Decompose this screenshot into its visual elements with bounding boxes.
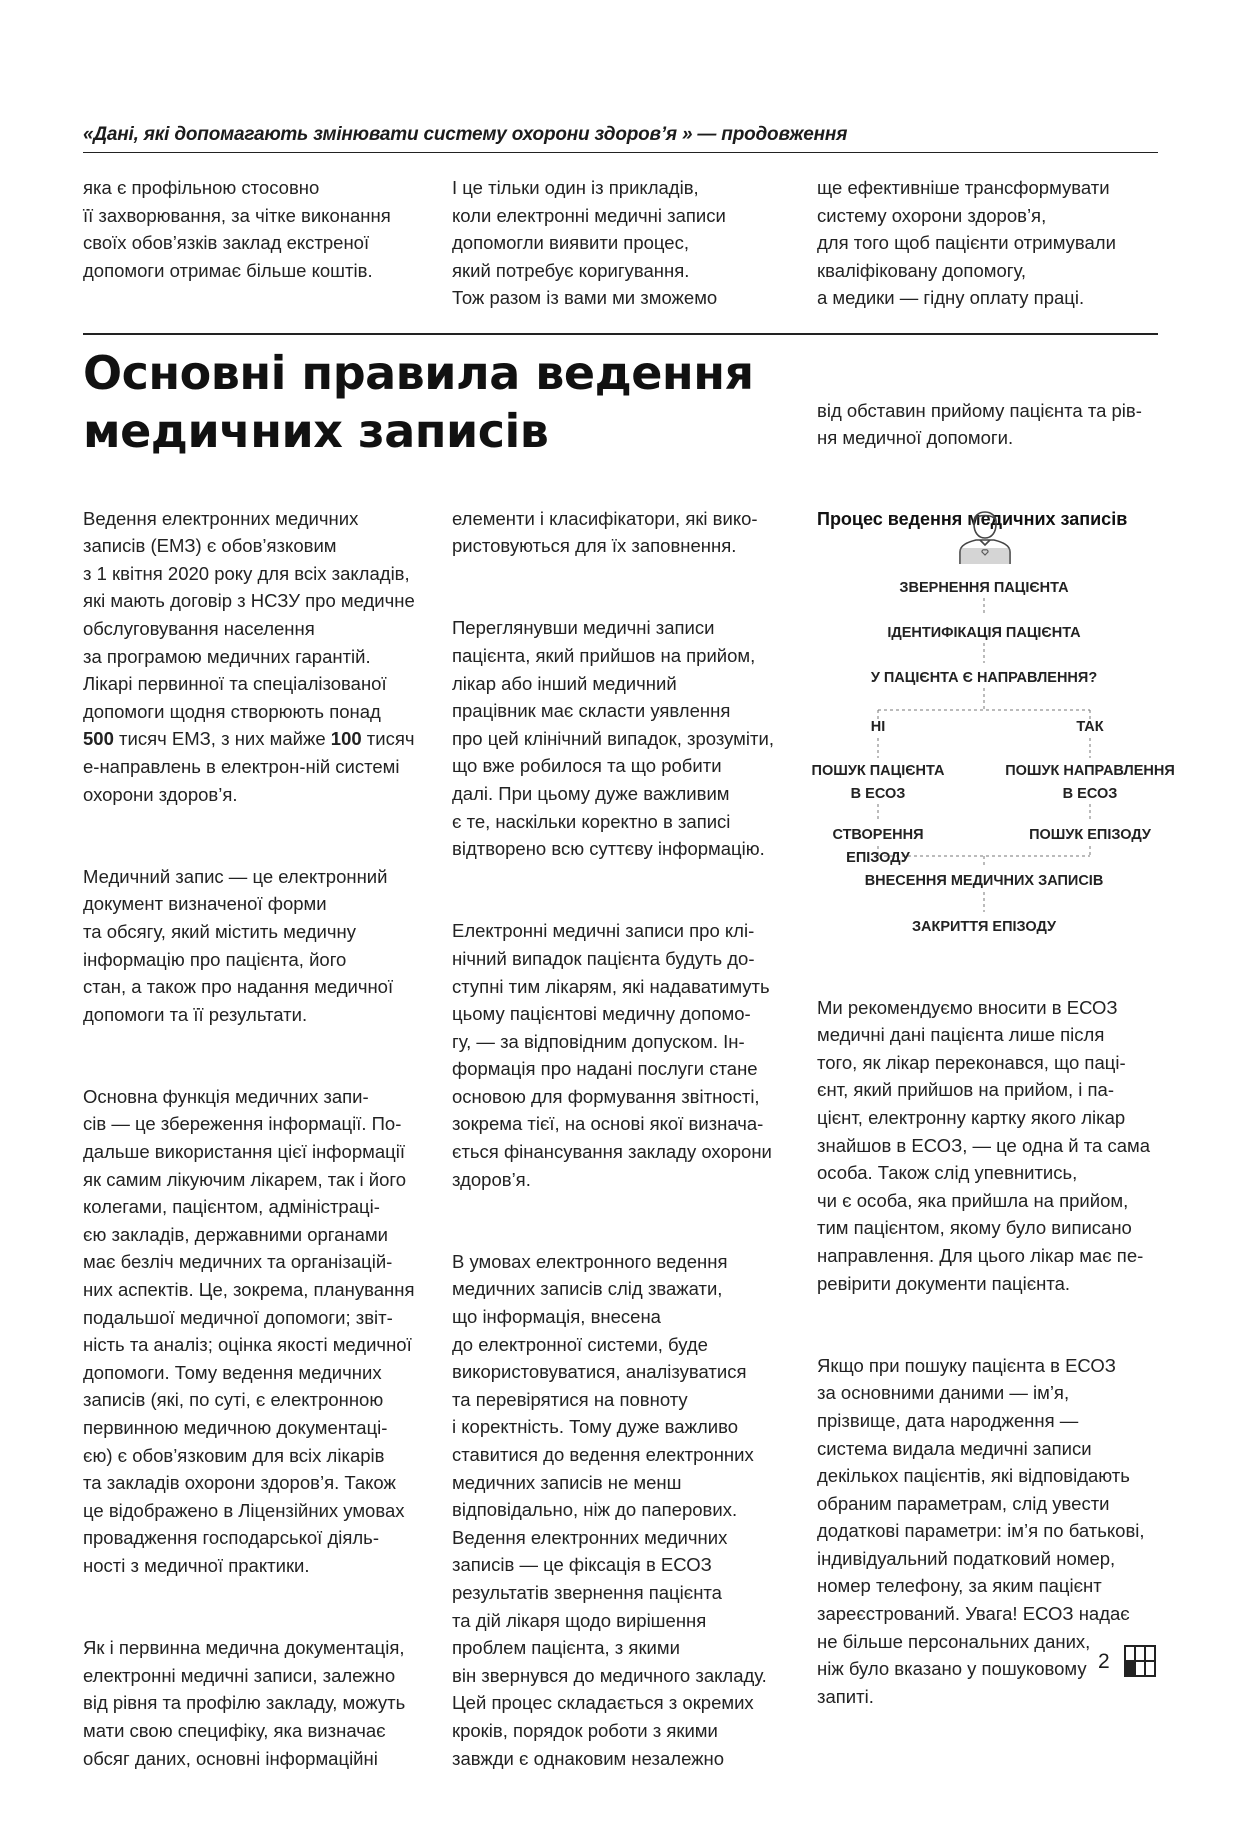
flow-question-referral: У ПАЦІЄНТА Є НАПРАВЛЕННЯ? — [870, 670, 1098, 686]
paragraph: Як і первинна медична документація, електронні медичні записи, залежно від рівня та профілю закладу, можуть мати свою специфіку, яка визначає обсяг даних, основні інформаційні — [83, 1637, 406, 1769]
text-run: Ведення електронних медичних записів (ЕМЗ) є обов’язковим з 1 квітня 2020 року для всіх закладів, які мають договір з НСЗУ про медичне обслуговування населення за програмою медичних гарантій. Лікарі первинної та спеціалізованої допомоги щодня створюють понад — [83, 507, 415, 722]
page-number: 2 — [1098, 1650, 1110, 1673]
paragraph — [83, 505, 428, 809]
highlight-number: 500 — [83, 728, 114, 750]
paragraph: Медичний запис — це електронний документ визначеної форми та обсягу, який містить медичну інформацію про пацієнта, його стан, а також про надання медичної допомоги та її результати. — [83, 865, 394, 1025]
flowchart-heading: Процес ведення медичних записів — [817, 509, 1128, 530]
article-title: Основні правила ведення медичних записів — [83, 346, 754, 458]
paragraph: Переглянувши медичні записи пацієнта, який прийшов на прийом, лікар або інший медичний працівник має скласти уявлення про цей клінічний випадок, зрозуміти, що вже робилося та що робити далі. При цьому дуже важливим є те, наскільки коректно в записі відтворено всю суттєву інформацію. — [452, 617, 774, 860]
flowchart — [811, 498, 1175, 948]
patient-icon — [950, 498, 1020, 568]
paragraph: Основна функція медичних запи- сів — це збереження інформації. По- дальше використання цієї інформації як самим лікуючим лікарем, так і його колегами, пацієнтом, адміністраці- єю закладів, державними органами має безліч медичних та організацій- них аспектів. Це, зокрема, планування подальшої медичної допомоги; звіт- ність та аналіз; оцінка якості медичної допомоги. Тому ведення медичних записів (які, по суті, є електронною первинною медичною документаці- єю) є обов’язковим для всіх лікарів та закладів охорони здоров’я. Також це відображено в Ліцензійних умовах провадження господарської діяль- ності з медичної практики. — [83, 1085, 415, 1576]
article-col-3-cont — [817, 966, 1162, 1765]
intro-col-2: І це тільки один із прикладів, коли електронні медичні записи допомогли виявити процес, який потребує коригування. Тож разом із вами ми зможемо — [452, 177, 726, 309]
flow-step-create-episode: СТВОРЕННЯ ЕПІЗОДУ — [832, 827, 924, 866]
flow-branch-no: НІ — [870, 719, 886, 735]
text-run: тисяч ЕМЗ, з них майже — [113, 728, 331, 750]
flow-step-close-episode: ЗАКРИТТЯ ЕПІЗОДУ — [911, 919, 1057, 935]
article-col-1 — [83, 477, 428, 1827]
highlight-number: 100 — [330, 728, 362, 750]
flow-step-enter-records: ВНЕСЕННЯ МЕДИЧНИХ ЗАПИСІВ — [864, 873, 1104, 889]
flow-step-appeal: ЗВЕРНЕННЯ ПАЦІЄНТА — [899, 580, 1069, 596]
intro-col-1: яка є профільною стосовно її захворювання, за чітке виконання своїх обов’язків заклад екстреної допомоги отримає більше коштів. — [83, 177, 391, 281]
paragraph: Електронні медичні записи про клі- нічний випадок пацієнта будуть до- ступні тим лікарям, які надаватимуть цьому пацієнтові медичну допомо- гу, — за відповідним допуском. Ін- формація про надані послуги стане основою для формування звітності, зокрема тієї, на основі якої визнача- ється фінансування закладу охорони здоров’я. — [452, 920, 772, 1190]
intro-col-3: ще ефективніше трансформувати систему охорони здоров’я, для того щоб пацієнти отримували кваліфіковану допомогу, а медики — гідну оплату праці. — [817, 177, 1116, 309]
paragraph: Якщо при пошуку пацієнта в ЕСОЗ за основними даними — ім’я, прізвище, дата народження — система видала медичні записи декількох пацієнтів, які відповідають обраним параметрам, слід увести додаткові параметри: ім’я по батькові, індивідуальний податковий номер, номер телефону, за яким пацієнт зареєстрований. Увага! ЕСОЗ надає не більше персональних даних, ніж було вказано у пошуковому запиті. — [817, 1354, 1145, 1707]
grid-logo-icon — [1124, 1645, 1156, 1677]
article-col-2 — [452, 477, 797, 1827]
paragraph: Ми рекомендуємо вносити в ЕСОЗ медичні дані пацієнта лише після того, як лікар переконався, що паці- єнт, який прийшов на прийом, і па- цієнт, електронну картку якого лікар знайшов в ЕСОЗ, — це одна й та сама особа. Також слід упевнитись, чи є особа, яка прийшла на прийом, тим пацієнтом, якому було виписано направлення. Для цього лікар має пе- ревірити документи пацієнта. — [817, 996, 1151, 1294]
text-run: тисяч е-направлень в електрон-ній системі охорони здоров’я. — [83, 728, 415, 805]
paragraph: елементи і класифікатори, які вико- ристовуються для їх заповнення. — [452, 507, 758, 557]
section-rule — [83, 333, 1158, 335]
top-rule — [83, 152, 1158, 153]
flow-step-search-patient: ПОШУК ПАЦІЄНТА В ЕСОЗ — [811, 763, 945, 802]
paragraph: від обставин прийому пацієнта та рів- ня медичної допомоги. — [817, 399, 1142, 449]
flow-step-identification: ІДЕНТИФІКАЦІЯ ПАЦІЄНТА — [887, 625, 1081, 641]
flow-branch-yes: ТАК — [1076, 719, 1104, 735]
running-head: «Дані, які допомагають змінювати систему охорони здоров’я » — продовження — [83, 124, 848, 145]
paragraph: В умовах електронного ведення медичних записів слід зважати, що інформація, внесена до електронної системи, буде використовуватися, аналізуватися та перевірятися на повноту і коректність. Тому дуже важливо ставитися до ведення електронних медичних записів не менш відповідально, ніж до паперових. Ведення електронних медичних записів — це фіксація в ЕСОЗ результатів звернення пацієнта та дій лікаря щодо вирішення проблем пацієнта, з якими він звернувся до медичного закладу. Цей процес складається з окремих кроків, порядок роботи з якими завжди є однаковим незалежно — [452, 1250, 767, 1769]
flow-step-search-referral: ПОШУК НАПРАВЛЕННЯ В ЕСОЗ — [1005, 763, 1175, 802]
flow-step-search-episode: ПОШУК ЕПІЗОДУ — [1029, 827, 1151, 843]
